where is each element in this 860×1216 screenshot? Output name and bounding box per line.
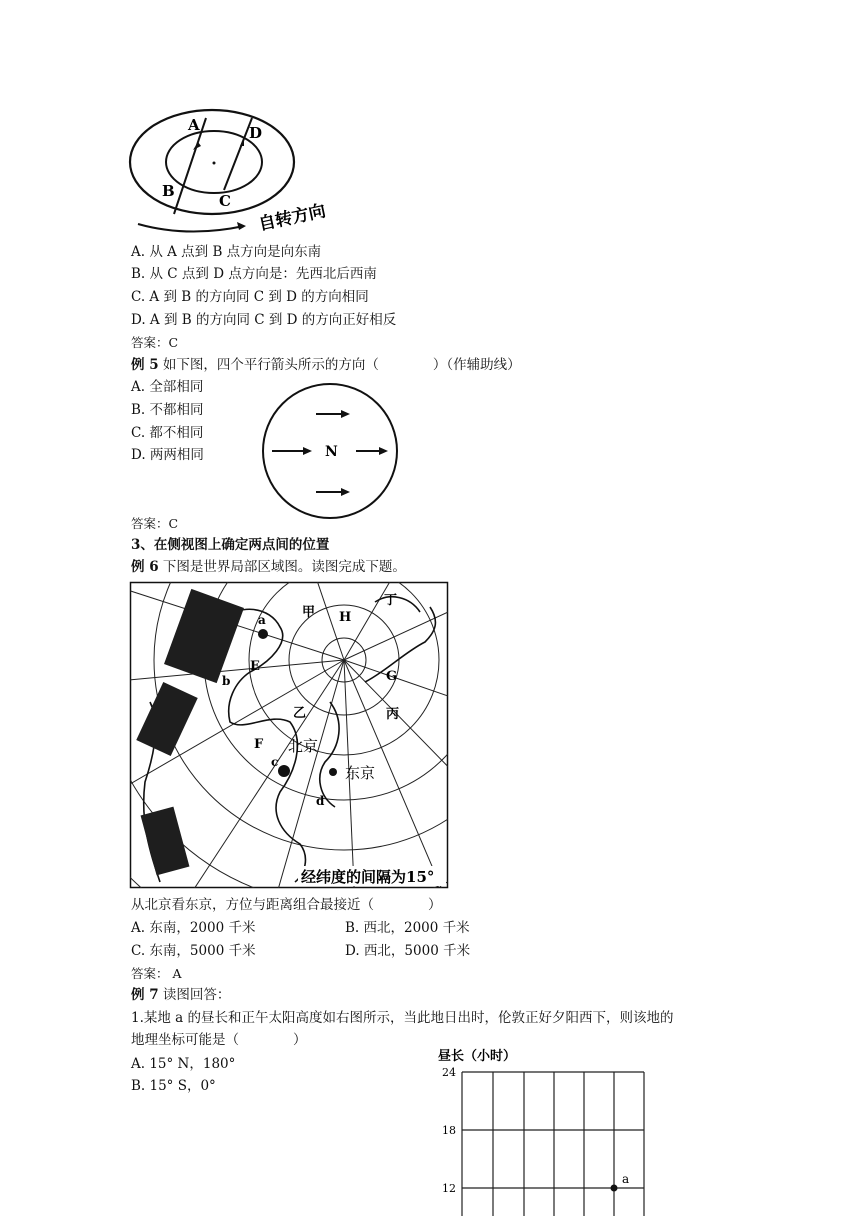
q4-answer: 答案：C bbox=[131, 335, 179, 350]
label-d: d bbox=[316, 794, 325, 808]
ex6-option-a: A. 东南，2000 千米 bbox=[131, 920, 256, 936]
tick-18: 18 bbox=[442, 1124, 456, 1137]
label-c: c bbox=[271, 755, 279, 769]
rotation-arrow bbox=[138, 224, 244, 232]
polar-projection-map bbox=[130, 582, 448, 888]
label-beijing: 北京 bbox=[288, 737, 319, 755]
q4-option-a: A. 从 A 点到 B 点方向是向东南 bbox=[131, 244, 322, 260]
ex5-text: 如下图，四个平行箭头所示的方向（ ）（作辅助线） bbox=[162, 357, 521, 373]
label-g: G bbox=[386, 669, 398, 684]
ex7-label: 例 7 bbox=[131, 987, 159, 1003]
label-a: A bbox=[188, 116, 200, 134]
ex6-option-b: B. 西北，2000 千米 bbox=[345, 920, 470, 936]
point-beijing bbox=[278, 765, 290, 777]
rotation-label: 自转方向 bbox=[256, 201, 328, 235]
ex5-option-c: C. 都不相同 bbox=[131, 425, 204, 441]
line-cd bbox=[224, 118, 252, 190]
label-ding: 丁 bbox=[384, 593, 398, 608]
label-a: a bbox=[258, 613, 266, 627]
ex6-question bbox=[131, 558, 406, 576]
q4-option-c: C. A 到 B 的方向同 C 到 D 的方向相同 bbox=[131, 289, 369, 305]
label-d: D bbox=[249, 124, 263, 142]
arrow-top-head bbox=[341, 410, 350, 418]
point-a bbox=[258, 629, 268, 639]
label-jia: 甲 bbox=[302, 605, 316, 620]
center-dot bbox=[213, 162, 216, 165]
ex5-label: 例 5 bbox=[131, 357, 159, 373]
ex6-text: 下图是世界局部区域图。读图完成下题。 bbox=[162, 559, 406, 575]
ex7-q1-line2: 地理坐标可能是（ ） bbox=[131, 1032, 307, 1048]
tick-12: 12 bbox=[442, 1182, 456, 1195]
label-f: F bbox=[254, 737, 264, 752]
label-c: C bbox=[219, 192, 231, 210]
rotation-diagram bbox=[128, 106, 328, 236]
label-b: b bbox=[222, 674, 231, 688]
tick-24: 24 bbox=[442, 1066, 456, 1079]
day-length-chart bbox=[436, 1046, 666, 1216]
q4-option-b: B. 从 C 点到 D 点方向是：先西北后西南 bbox=[131, 266, 377, 282]
ex6-subquestion: 从北京看东京，方位与距离组合最接近（ ） bbox=[131, 897, 442, 913]
outer-ellipse bbox=[130, 110, 294, 214]
ex7-q1-line1: 1.某地 a 的昼长和正午太阳高度如右图所示，当此地日出时，伦敦正好夕阳西下，则该地的 bbox=[131, 1010, 674, 1026]
ex5-option-b: B. 不都相同 bbox=[131, 402, 204, 418]
ex7-heading bbox=[131, 986, 230, 1004]
ex5-option-d: D. 两两相同 bbox=[131, 447, 204, 463]
pole-label-n: N bbox=[325, 444, 338, 460]
q4-option-d: D. A 到 B 的方向同 C 到 D 的方向正好相反 bbox=[131, 312, 397, 328]
point-tokyo bbox=[329, 768, 337, 776]
ex6-option-c: C. 东南，5000 千米 bbox=[131, 943, 256, 959]
point-label-a: a bbox=[622, 1172, 630, 1186]
label-bing: 丙 bbox=[386, 707, 400, 722]
arrow-right-head bbox=[379, 447, 388, 455]
ex6-answer: 答案： A bbox=[131, 966, 182, 981]
ex7-option-a: A. 15° N，180° bbox=[131, 1056, 236, 1072]
polar-circle-diagram bbox=[260, 386, 400, 516]
data-point-a bbox=[611, 1185, 618, 1192]
ex7-text: 读图回答： bbox=[162, 987, 231, 1003]
label-h: H bbox=[339, 610, 352, 625]
arrow-bottom-head bbox=[341, 488, 350, 496]
label-yi: 乙 bbox=[293, 706, 307, 721]
section3-heading: 3、在侧视图上确定两点间的位置 bbox=[131, 537, 330, 553]
ex5-question bbox=[131, 356, 521, 374]
ex5-option-a: A. 全部相同 bbox=[131, 379, 204, 395]
ex7-option-b: B. 15° S，0° bbox=[131, 1078, 216, 1094]
arrow-left-head bbox=[303, 447, 312, 455]
ex6-label: 例 6 bbox=[131, 559, 159, 575]
label-tokyo: 东京 bbox=[345, 764, 376, 782]
label-b: B bbox=[162, 182, 175, 200]
label-e: E bbox=[250, 659, 260, 674]
rotation-arrowhead bbox=[237, 222, 246, 230]
map-caption: 经纬度的间隔为15° bbox=[301, 868, 435, 886]
ex5-answer: 答案：C bbox=[131, 516, 179, 531]
ex6-option-d: D. 西北，5000 千米 bbox=[345, 943, 471, 959]
chart-ylabel: 昼长（小时） bbox=[438, 1049, 517, 1064]
